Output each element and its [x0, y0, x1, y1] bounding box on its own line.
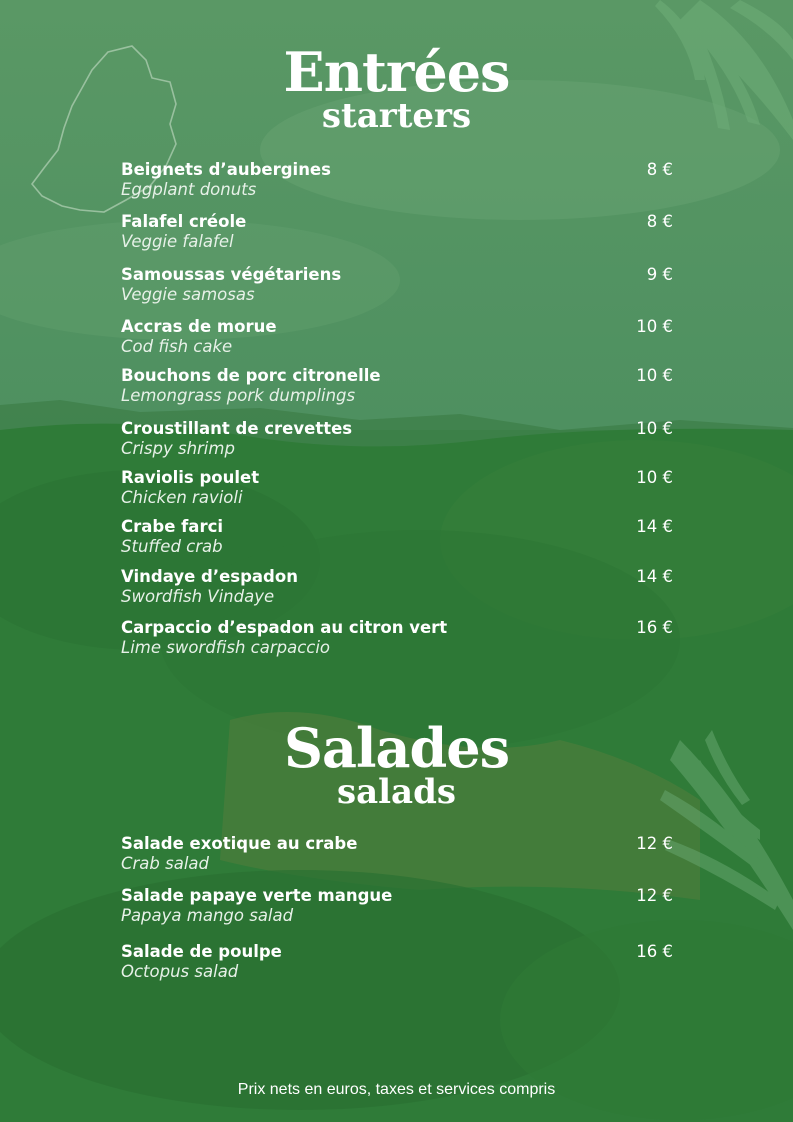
item-name: Crabe farci [121, 517, 224, 536]
menu-item [121, 212, 673, 252]
menu-item [121, 419, 673, 459]
menu-item [121, 942, 673, 982]
item-price: 10 € [636, 317, 673, 336]
menu-item [121, 468, 673, 508]
menu-item [121, 567, 673, 607]
item-name: Vindaye d’espadon [121, 567, 298, 586]
item-translation: Cod fish cake [121, 337, 233, 356]
menu-item [121, 366, 673, 406]
item-price: 10 € [636, 366, 673, 385]
starters-subtitle: starters [321, 96, 472, 136]
menu-item [121, 160, 673, 200]
item-name: Raviolis poulet [121, 468, 260, 487]
salads-title: Salades [283, 716, 509, 780]
starters-title: Entrées [283, 40, 510, 104]
item-name: Salade de poulpe [121, 942, 282, 961]
item-translation: Crab salad [121, 854, 210, 873]
item-price: 16 € [636, 618, 673, 637]
item-price: 16 € [636, 942, 673, 961]
footer-note: Prix nets en euros, taxes et services compris [237, 1081, 556, 1098]
item-name: Beignets d’aubergines [121, 160, 331, 179]
item-price: 12 € [636, 834, 673, 853]
menu-item [121, 618, 673, 658]
item-price: 14 € [636, 517, 673, 536]
item-translation: Eggplant donuts [121, 180, 257, 199]
item-price: 10 € [636, 419, 673, 438]
item-name: Croustillant de crevettes [121, 419, 353, 438]
item-price: 12 € [636, 886, 673, 905]
item-translation: Crispy shrimp [121, 439, 235, 458]
menu-item [121, 317, 673, 357]
salads-subtitle: salads [336, 772, 457, 812]
item-name: Salade exotique au crabe [121, 834, 358, 853]
item-name: Accras de morue [121, 317, 277, 336]
item-translation: Swordfish Vindaye [121, 587, 275, 606]
item-price: 9 € [646, 265, 673, 284]
item-price: 10 € [636, 468, 673, 487]
item-translation: Chicken ravioli [121, 488, 243, 507]
item-translation: Papaya mango salad [121, 906, 294, 925]
item-translation: Veggie samosas [121, 285, 255, 304]
menu-item [121, 886, 673, 926]
item-name: Falafel créole [121, 212, 247, 231]
item-translation: Octopus salad [121, 962, 239, 981]
item-name: Bouchons de porc citronelle [121, 366, 381, 385]
item-price: 14 € [636, 567, 673, 586]
item-translation: Lime swordfish carpaccio [121, 638, 331, 657]
item-translation: Veggie falafel [121, 232, 234, 251]
menu-item [121, 834, 673, 874]
menu-item [121, 517, 673, 557]
item-name: Samoussas végétariens [121, 265, 342, 284]
item-name: Carpaccio d’espadon au citron vert [121, 618, 448, 637]
item-price: 8 € [646, 160, 673, 179]
item-translation: Stuffed crab [121, 537, 223, 556]
menu-item [121, 265, 673, 305]
item-name: Salade papaye verte mangue [121, 886, 393, 905]
item-translation: Lemongrass pork dumplings [121, 386, 356, 405]
item-price: 8 € [646, 212, 673, 231]
